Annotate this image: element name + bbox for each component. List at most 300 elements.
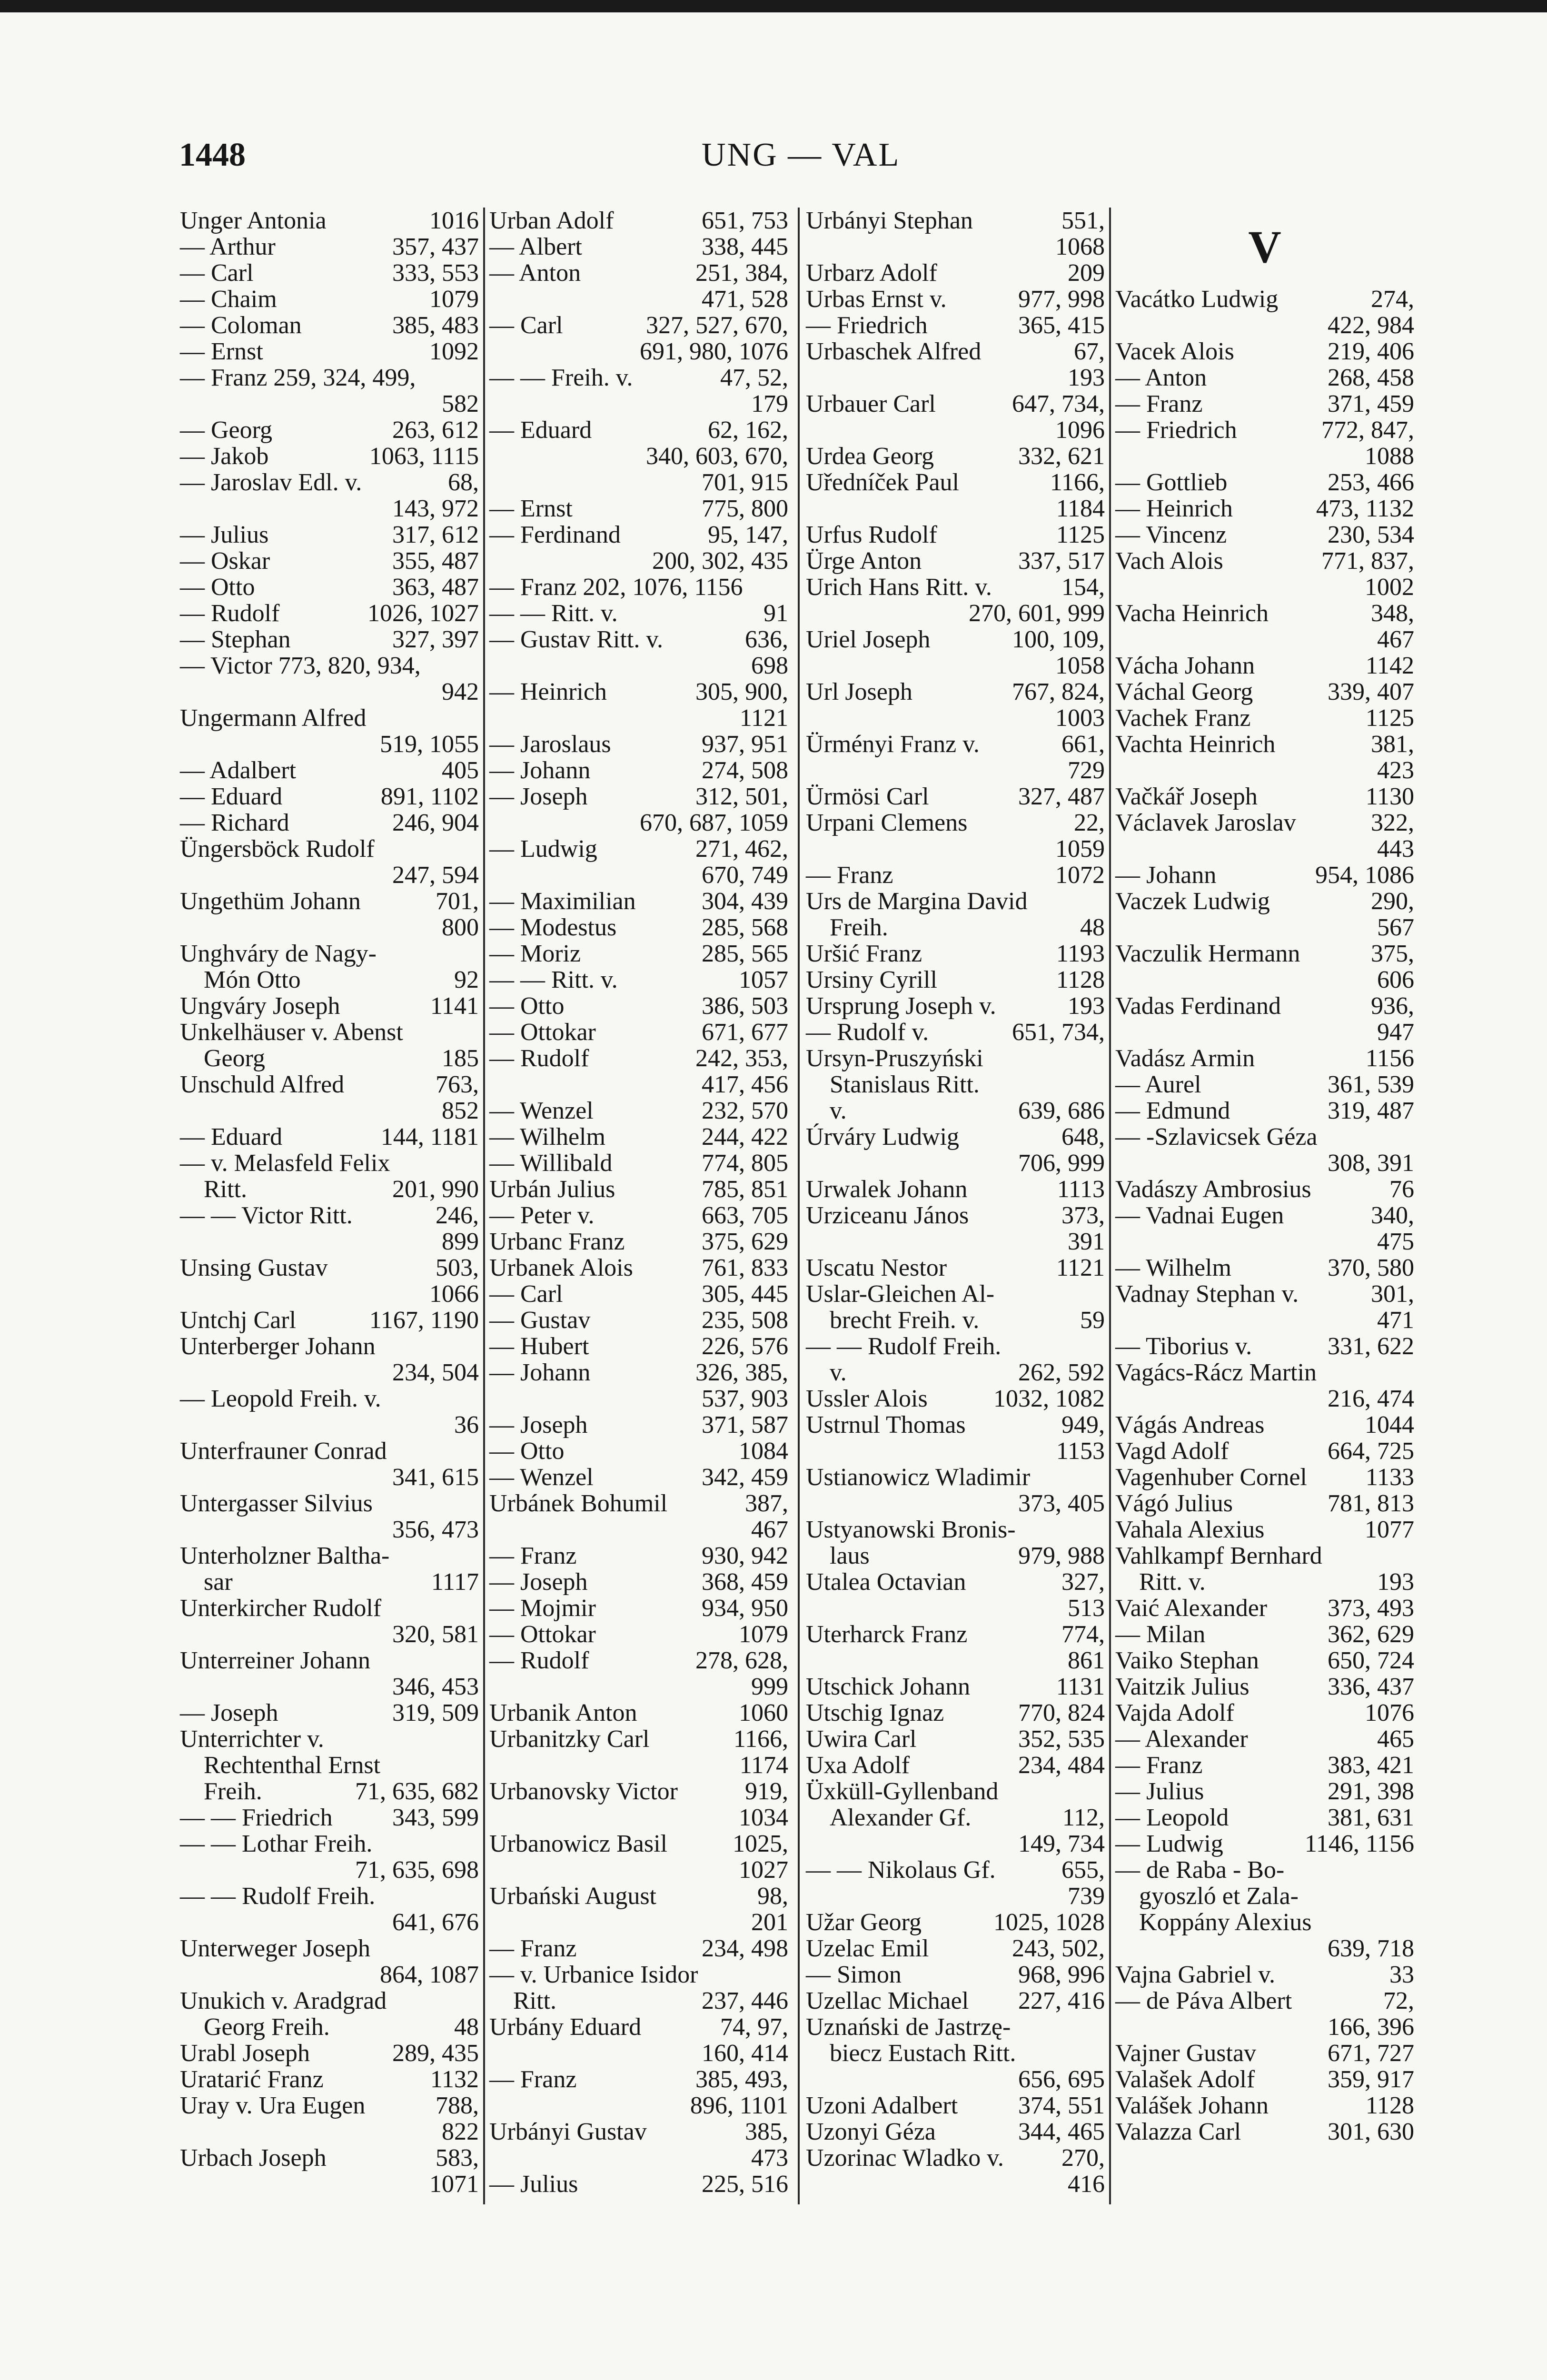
entry-page-refs: 864, 1087 [380, 1961, 479, 1988]
index-entry-line [180, 1071, 479, 1098]
entry-name: Urbanc Franz [489, 1228, 625, 1255]
entry-name: Vacátko Ludwig [1115, 286, 1279, 313]
entry-name: Vačkář Joseph [1115, 783, 1258, 810]
index-entry-line [1115, 679, 1414, 705]
index-entry-line [489, 1229, 788, 1255]
index-entry-line [1115, 941, 1414, 967]
index-entry-line [806, 1962, 1105, 1988]
entry-name: — Otto [180, 574, 255, 601]
entry-name: Urbauer Carl [806, 390, 936, 417]
entry-page-refs: 788, [436, 2092, 479, 2119]
entry-page-refs: 356, 473 [392, 1516, 479, 1543]
index-entry-line [1115, 496, 1414, 522]
entry-page-refs: 636, [745, 626, 788, 653]
entry-page-refs: 1131 [1056, 1673, 1105, 1700]
index-entry-line [180, 914, 479, 941]
index-entry-line [1115, 1988, 1414, 2014]
entry-page-refs: 327, [1061, 1568, 1105, 1596]
index-entry-line [489, 1255, 788, 1281]
index-entry-line [1115, 1647, 1414, 1674]
entry-name: Uzelac Emil [806, 1935, 929, 1962]
entry-page-refs: 319, 509 [392, 1699, 479, 1726]
entry-page-refs: 475 [1377, 1228, 1414, 1255]
entry-page-refs: 729 [1068, 757, 1105, 784]
index-entry-line [806, 600, 1105, 626]
entry-name: — Johann [489, 757, 591, 784]
entry-page-refs: 344, 465 [1018, 2118, 1105, 2145]
index-column-4 [1115, 208, 1414, 2145]
column-rule-1 [483, 208, 485, 2204]
index-entry-line [1115, 1438, 1414, 1464]
entry-name: Unterreiner Johann [180, 1647, 370, 1674]
entry-page-refs: 656, 695 [1018, 2066, 1105, 2093]
entry-name: — Franz [489, 1935, 577, 1962]
index-entry-line [180, 2040, 479, 2066]
entry-name: Ustyanowski Bronis- [806, 1516, 1016, 1543]
index-entry-line [489, 731, 788, 757]
entry-name: — v. Urbanice Isidor [489, 1961, 698, 1988]
entry-name: Urwalek Johann [806, 1176, 968, 1203]
entry-name: Václavek Jaroslav [1115, 809, 1296, 836]
index-entry-line [180, 810, 479, 836]
index-entry-line [489, 391, 788, 417]
entry-name: Uray v. Ura Eugen [180, 2092, 366, 2119]
entry-page-refs: 237, 446 [702, 1987, 788, 2014]
entry-page-refs: 48 [1080, 914, 1105, 941]
entry-page-refs: 232, 570 [702, 1097, 788, 1124]
entry-name: — — Ritt. v. [489, 600, 618, 627]
index-entry-line [1115, 2119, 1414, 2145]
entry-page-refs: 852 [442, 1097, 479, 1124]
entry-page-refs: 290, [1371, 888, 1414, 915]
index-entry-line [1115, 1202, 1414, 1229]
entry-name: Urs de Margina David [806, 888, 1028, 915]
index-entry-line [1115, 1621, 1414, 1647]
index-entry-line [489, 365, 788, 391]
index-entry-line [489, 1150, 788, 1176]
entry-page-refs: 513 [1068, 1595, 1105, 1622]
index-entry-line [489, 757, 788, 783]
index-entry-line [806, 941, 1105, 967]
index-entry-line [1115, 757, 1414, 783]
entry-name: — Ottokar [489, 1019, 596, 1046]
entry-page-refs: 359, 917 [1328, 2066, 1414, 2093]
entry-name: Urbas Ernst v. [806, 286, 947, 313]
index-entry-line [1115, 365, 1414, 391]
index-entry-line [806, 469, 1105, 496]
entry-page-refs: 301, [1371, 1280, 1414, 1308]
index-entry-line [489, 836, 788, 862]
index-entry-line [806, 1281, 1105, 1307]
entry-name: Vágás Andreas [1115, 1411, 1265, 1438]
scan-border-top [0, 0, 1547, 12]
entry-name: v. [830, 1097, 847, 1124]
entry-page-refs: 661, [1061, 731, 1105, 758]
entry-name: — Eduard [180, 783, 283, 810]
index-entry-line [1115, 1019, 1414, 1045]
entry-page-refs: 71, 635, 682 [355, 1778, 479, 1805]
index-entry-line [489, 1333, 788, 1359]
entry-name: — Coloman [180, 312, 302, 339]
index-entry-line [180, 234, 479, 260]
entry-name: Urbański August [489, 1883, 656, 1910]
index-entry-line [180, 2014, 479, 2040]
entry-page-refs: 98, [757, 1883, 788, 1910]
entry-page-refs: 242, 353, [695, 1045, 788, 1072]
entry-page-refs: 185 [442, 1045, 479, 1072]
entry-page-refs: 387, [745, 1490, 788, 1517]
entry-page-refs: 343, 599 [392, 1804, 479, 1831]
entry-page-refs: 1174 [739, 1752, 788, 1779]
index-entry-line [1115, 1281, 1414, 1307]
index-entry-line [180, 1412, 479, 1438]
entry-name: — — Victor Ritt. [180, 1202, 353, 1229]
entry-name: Urziceanu János [806, 1202, 969, 1229]
index-entry-line [180, 1229, 479, 1255]
entry-name: Vacek Alois [1115, 338, 1234, 365]
column-rule-2 [798, 208, 800, 2204]
entry-page-refs: 341, 615 [392, 1464, 479, 1491]
entry-name: Freih. [204, 1778, 262, 1805]
section-letter-heading: V [1248, 221, 1281, 272]
index-entry-line [180, 1333, 479, 1359]
index-entry-line [1115, 1150, 1414, 1176]
index-entry-line [489, 1674, 788, 1700]
entry-page-refs: 1072 [1055, 862, 1105, 889]
index-entry-line [1115, 1569, 1414, 1595]
entry-page-refs: 1128 [1365, 2092, 1414, 2119]
entry-page-refs: 1032, 1082 [993, 1385, 1105, 1412]
entry-page-refs: 691, 980, 1076 [640, 338, 788, 365]
index-entry-line [806, 1045, 1105, 1071]
index-entry-line [180, 548, 479, 574]
index-entry-line [489, 1124, 788, 1150]
index-entry-line [489, 2092, 788, 2119]
entry-name: Urbány Eduard [489, 2013, 642, 2041]
index-entry-line [1115, 312, 1414, 338]
index-entry-line [489, 548, 788, 574]
entry-name: Uršić Franz [806, 940, 922, 967]
entry-name: Vacha Heinrich [1115, 600, 1269, 627]
index-entry-line [806, 1674, 1105, 1700]
entry-page-refs: 706, 999 [1018, 1150, 1105, 1177]
index-entry-line [180, 1307, 479, 1333]
entry-page-refs: 670, 749 [702, 862, 788, 889]
entry-page-refs: 251, 384, [695, 259, 788, 287]
entry-page-refs: 247, 594 [392, 862, 479, 889]
index-entry-line [806, 1019, 1105, 1045]
index-entry-line [489, 2014, 788, 2040]
entry-name: — Franz 259, 324, 499, [180, 364, 416, 391]
entry-page-refs: 234, 498 [702, 1935, 788, 1962]
entry-page-refs: 606 [1377, 966, 1414, 993]
index-entry-line [489, 1098, 788, 1124]
index-entry-line [806, 1935, 1105, 1962]
index-entry-line [1115, 1412, 1414, 1438]
entry-page-refs: 243, 502, [1012, 1935, 1105, 1962]
entry-page-refs: 1125 [1365, 704, 1414, 732]
entry-page-refs: 327, 397 [392, 626, 479, 653]
index-entry-line [180, 1778, 479, 1805]
entry-page-refs: 774, [1061, 1621, 1105, 1648]
entry-name: — Franz [1115, 1752, 1203, 1779]
entry-name: Uscatu Nestor [806, 1254, 947, 1281]
entry-name: — Ernst [180, 338, 263, 365]
entry-page-refs: 62, 162, [708, 416, 788, 444]
index-entry-line [489, 1778, 788, 1805]
index-entry-line [1115, 1805, 1414, 1831]
entry-page-refs: 1076 [1365, 1699, 1414, 1726]
entry-name: — Gustav [489, 1307, 591, 1334]
entry-page-refs: 651, 734, [1012, 1019, 1105, 1046]
index-entry-line [489, 914, 788, 941]
entry-name: Ursyn-Pruszyński [806, 1045, 983, 1072]
entry-name: Ürmösi Carl [806, 783, 929, 810]
index-entry-line [1115, 2040, 1414, 2066]
entry-name: gyoszló et Zala- [1139, 1883, 1299, 1910]
entry-name: — Joseph [180, 1699, 278, 1726]
entry-page-refs: 1141 [430, 992, 479, 1020]
entry-page-refs: 936, [1371, 992, 1414, 1020]
index-entry-line [180, 1935, 479, 1962]
entry-page-refs: 235, 508 [702, 1307, 788, 1334]
index-entry-line [806, 443, 1105, 469]
entry-page-refs: 274, [1371, 286, 1414, 313]
index-entry-line [806, 522, 1105, 548]
entry-page-refs: 467 [1377, 626, 1414, 653]
index-entry-line [1115, 888, 1414, 914]
entry-name: Valášek Johann [1115, 2092, 1269, 2119]
entry-page-refs: 954, 1086 [1315, 862, 1414, 889]
index-entry-line [1115, 993, 1414, 1019]
index-entry-line [489, 1176, 788, 1202]
entry-page-refs: 320, 581 [392, 1621, 479, 1648]
index-entry-line [489, 234, 788, 260]
entry-page-refs: 48 [454, 2013, 479, 2041]
index-entry-line [806, 260, 1105, 286]
entry-name: — Joseph [489, 1568, 588, 1596]
index-entry-line [1115, 1674, 1414, 1700]
index-entry-line [489, 338, 788, 365]
entry-page-refs: 352, 535 [1018, 1726, 1105, 1753]
entry-page-refs: 1027 [739, 1856, 788, 1884]
entry-name: — Alexander [1115, 1726, 1248, 1753]
index-entry-line [489, 1045, 788, 1071]
index-entry-line [806, 1255, 1105, 1281]
entry-name: Unsing Gustav [180, 1254, 328, 1281]
entry-page-refs: 305, 445 [702, 1280, 788, 1308]
entry-name: Ussler Alois [806, 1385, 928, 1412]
entry-page-refs: 201, 990 [392, 1176, 479, 1203]
index-entry-line [180, 731, 479, 757]
entry-page-refs: 312, 501, [695, 783, 788, 810]
index-entry-line [1115, 1359, 1414, 1386]
index-entry-line [489, 1307, 788, 1333]
index-entry-line [489, 1831, 788, 1857]
index-entry-line [180, 1831, 479, 1857]
entry-name: — Jaroslav Edl. v. [180, 469, 362, 496]
entry-page-refs: 701, 915 [702, 469, 788, 496]
index-entry-line [180, 417, 479, 443]
entry-name: — Hubert [489, 1333, 589, 1360]
index-entry-line [1115, 1752, 1414, 1778]
entry-page-refs: 383, 421 [1328, 1752, 1414, 1779]
entry-name: — Jakob [180, 443, 269, 470]
entry-page-refs: 253, 466 [1328, 469, 1414, 496]
entry-name: — Johann [489, 1359, 591, 1386]
index-entry-line [806, 1647, 1105, 1674]
entry-page-refs: 68, [448, 469, 479, 496]
index-entry-line [180, 260, 479, 286]
entry-page-refs: 246, 904 [392, 809, 479, 836]
entry-page-refs: 326, 385, [695, 1359, 788, 1386]
entry-page-refs: 800 [442, 914, 479, 941]
entry-name: — Moriz [489, 940, 581, 967]
index-entry-line [806, 2014, 1105, 2040]
index-entry-line [806, 1700, 1105, 1726]
index-entry-line [489, 1621, 788, 1647]
entry-page-refs: 942 [442, 678, 479, 705]
entry-page-refs: 663, 705 [702, 1202, 788, 1229]
entry-name: Vadászy Ambrosius [1115, 1176, 1311, 1203]
entry-page-refs: 363, 487 [392, 574, 479, 601]
index-entry-line [489, 1962, 788, 1988]
entry-name: Valazza Carl [1115, 2118, 1241, 2145]
entry-page-refs: 1088 [1365, 443, 1414, 470]
entry-page-refs: 317, 612 [392, 521, 479, 548]
index-entry-line [489, 522, 788, 548]
index-entry-line [180, 2066, 479, 2092]
entry-name: Vagenhuber Cornel [1115, 1464, 1307, 1491]
entry-name: brecht Freih. v. [830, 1307, 980, 1334]
index-entry-line [1115, 338, 1414, 365]
entry-page-refs: 308, 391 [1328, 1150, 1414, 1177]
index-entry-line [180, 1962, 479, 1988]
entry-name: Vadas Ferdinand [1115, 992, 1281, 1020]
entry-name: — v. Melasfeld Felix [180, 1150, 390, 1177]
entry-name: Urban Adolf [489, 207, 614, 234]
index-entry-line [806, 1752, 1105, 1778]
index-entry-line [180, 993, 479, 1019]
entry-name: Uzonyi Géza [806, 2118, 936, 2145]
entry-name: — Eduard [489, 416, 592, 444]
entry-name: Georg [204, 1045, 266, 1072]
entry-name: — Friedrich [1115, 416, 1237, 444]
entry-page-refs: 340, 603, 670, [646, 443, 788, 470]
entry-page-refs: 1026, 1027 [367, 600, 479, 627]
index-entry-line [1115, 1333, 1414, 1359]
index-entry-line [1115, 1700, 1414, 1726]
entry-name: Valašek Adolf [1115, 2066, 1255, 2093]
entry-name: — — Friedrich [180, 1804, 333, 1831]
index-entry-line [806, 836, 1105, 862]
index-column-3 [806, 208, 1105, 2197]
entry-page-refs: 74, 97, [720, 2013, 788, 2041]
entry-page-refs: 144, 1181 [380, 1123, 479, 1150]
entry-name: Vahlkampf Bernhard [1115, 1542, 1322, 1569]
index-entry-line [489, 2066, 788, 2092]
entry-name: — Richard [180, 809, 289, 836]
index-entry-line [489, 1543, 788, 1569]
entry-page-refs: 1184 [1056, 495, 1105, 522]
index-entry-line [180, 1438, 479, 1464]
entry-name: — Anton [1115, 364, 1207, 391]
entry-name: — Carl [489, 312, 563, 339]
entry-page-refs: 1068 [1055, 233, 1105, 260]
entry-page-refs: 405 [442, 757, 479, 784]
index-entry-line [180, 338, 479, 365]
column-rule-3 [1109, 208, 1111, 2204]
index-entry-line [180, 1569, 479, 1595]
entry-page-refs: 774, 805 [702, 1150, 788, 1177]
index-entry-line [806, 2092, 1105, 2119]
entry-name: Ustianowicz Wladimir [806, 1464, 1031, 1491]
index-entry-line [1115, 967, 1414, 993]
entry-page-refs: 465 [1377, 1726, 1414, 1753]
entry-name: Vahala Alexius [1115, 1516, 1265, 1543]
entry-page-refs: 1016 [429, 207, 479, 234]
entry-name: Vácha Johann [1115, 652, 1255, 679]
entry-name: Stanislaus Ritt. [830, 1071, 980, 1098]
index-entry-line [180, 1019, 479, 1045]
entry-name: — Carl [180, 259, 254, 287]
entry-name: — Franz [489, 1542, 577, 1569]
index-entry-line [806, 757, 1105, 783]
index-entry-line [806, 1229, 1105, 1255]
entry-page-refs: 246, [436, 1202, 479, 1229]
entry-name: — Georg [180, 416, 273, 444]
entry-name: Užar Georg [806, 1909, 922, 1936]
index-entry-line [489, 783, 788, 810]
entry-name: Úrváry Ludwig [806, 1123, 960, 1150]
entry-name: — Albert [489, 233, 582, 260]
entry-name: Vaitzik Julius [1115, 1673, 1250, 1700]
entry-name: Vaczulik Hermann [1115, 940, 1300, 967]
entry-name: — — Freih. v. [489, 364, 633, 391]
entry-page-refs: 641, 676 [392, 1909, 479, 1936]
index-entry-line [489, 600, 788, 626]
entry-page-refs: 179 [751, 390, 788, 417]
entry-page-refs: 1128 [1056, 966, 1105, 993]
index-entry-line [806, 338, 1105, 365]
entry-page-refs: 305, 900, [695, 678, 788, 705]
index-entry-line [180, 1464, 479, 1490]
entry-page-refs: 373, 405 [1018, 1490, 1105, 1517]
entry-page-refs: 143, 972 [392, 495, 479, 522]
index-entry-line [180, 1543, 479, 1569]
index-entry-line [180, 679, 479, 705]
index-entry-line [1115, 443, 1414, 469]
index-entry-line [1115, 1726, 1414, 1752]
index-entry-line [1115, 1307, 1414, 1333]
index-entry-line [806, 496, 1105, 522]
entry-name: Unterkircher Rudolf [180, 1595, 382, 1622]
index-entry-line [1115, 2014, 1414, 2040]
entry-page-refs: 1153 [1056, 1438, 1105, 1465]
entry-page-refs: 371, 459 [1328, 390, 1414, 417]
entry-page-refs: 771, 837, [1321, 547, 1414, 575]
entry-page-refs: 934, 950 [702, 1595, 788, 1622]
index-entry-line [1115, 836, 1414, 862]
index-entry-line [1115, 1464, 1414, 1490]
entry-page-refs: 291, 398 [1328, 1778, 1414, 1805]
index-entry-line [180, 1909, 479, 1935]
index-entry-line [806, 2171, 1105, 2197]
entry-page-refs: 1044 [1365, 1411, 1414, 1438]
entry-name: Alexander Gf. [830, 1804, 972, 1831]
entry-name: — Carl [489, 1280, 563, 1308]
entry-page-refs: 896, 1101 [690, 2092, 788, 2119]
